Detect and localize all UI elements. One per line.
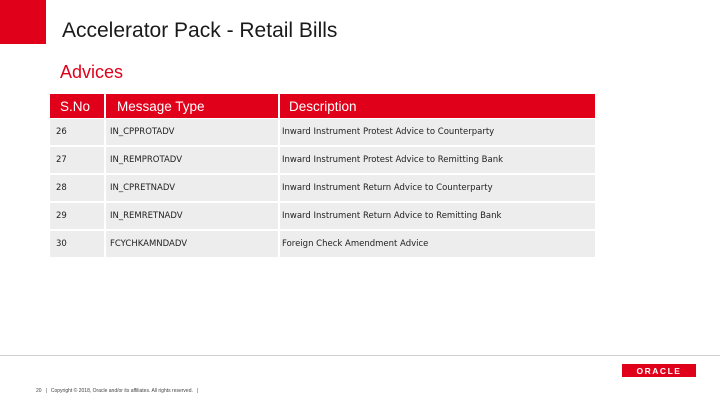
cell-message-type: IN_CPRETNADV <box>104 175 278 201</box>
table-row <box>50 119 595 145</box>
slide-title: Accelerator Pack - Retail Bills <box>62 19 338 42</box>
section-subtitle: Advices <box>60 62 124 82</box>
cell-description: Inward Instrument Protest Advice to Remitting Bank <box>278 147 595 173</box>
cell-description: Foreign Check Amendment Advice <box>278 231 595 257</box>
table-body <box>50 119 595 257</box>
cell-sno: 30 <box>50 231 104 257</box>
cell-message-type: IN_REMPROTADV <box>104 147 278 173</box>
cell-message-type: IN_REMRETNADV <box>104 203 278 229</box>
footer-divider <box>0 355 720 356</box>
oracle-logo: ORACLE <box>622 364 696 377</box>
footer <box>36 388 202 394</box>
advices-table <box>50 94 595 259</box>
cell-description: Inward Instrument Return Advice to Remitting Bank <box>278 203 595 229</box>
header-sno: S.No <box>50 94 104 118</box>
table-header-row <box>50 94 595 118</box>
cell-description: Inward Instrument Protest Advice to Counterparty <box>278 119 595 145</box>
title-accent-block <box>0 0 46 44</box>
page-number: 20 <box>36 388 42 394</box>
table-row <box>50 175 595 201</box>
header-description: Description <box>278 94 595 118</box>
cell-sno: 29 <box>50 203 104 229</box>
table-row <box>50 231 595 257</box>
cell-sno: 28 <box>50 175 104 201</box>
header-message-type: Message Type <box>104 94 278 118</box>
cell-message-type: IN_CPPROTADV <box>104 119 278 145</box>
footer-separator: | <box>45 388 47 394</box>
copyright-text: Copyright © 2018, Oracle and/or its affiliates. All rights reserved. <box>50 388 193 394</box>
cell-sno: 26 <box>50 119 104 145</box>
cell-message-type: FCYCHKAMNDADV <box>104 231 278 257</box>
cell-description: Inward Instrument Return Advice to Counterparty <box>278 175 595 201</box>
footer-end-separator: | <box>196 388 199 394</box>
table-row <box>50 203 595 229</box>
cell-sno: 27 <box>50 147 104 173</box>
table-row <box>50 147 595 173</box>
